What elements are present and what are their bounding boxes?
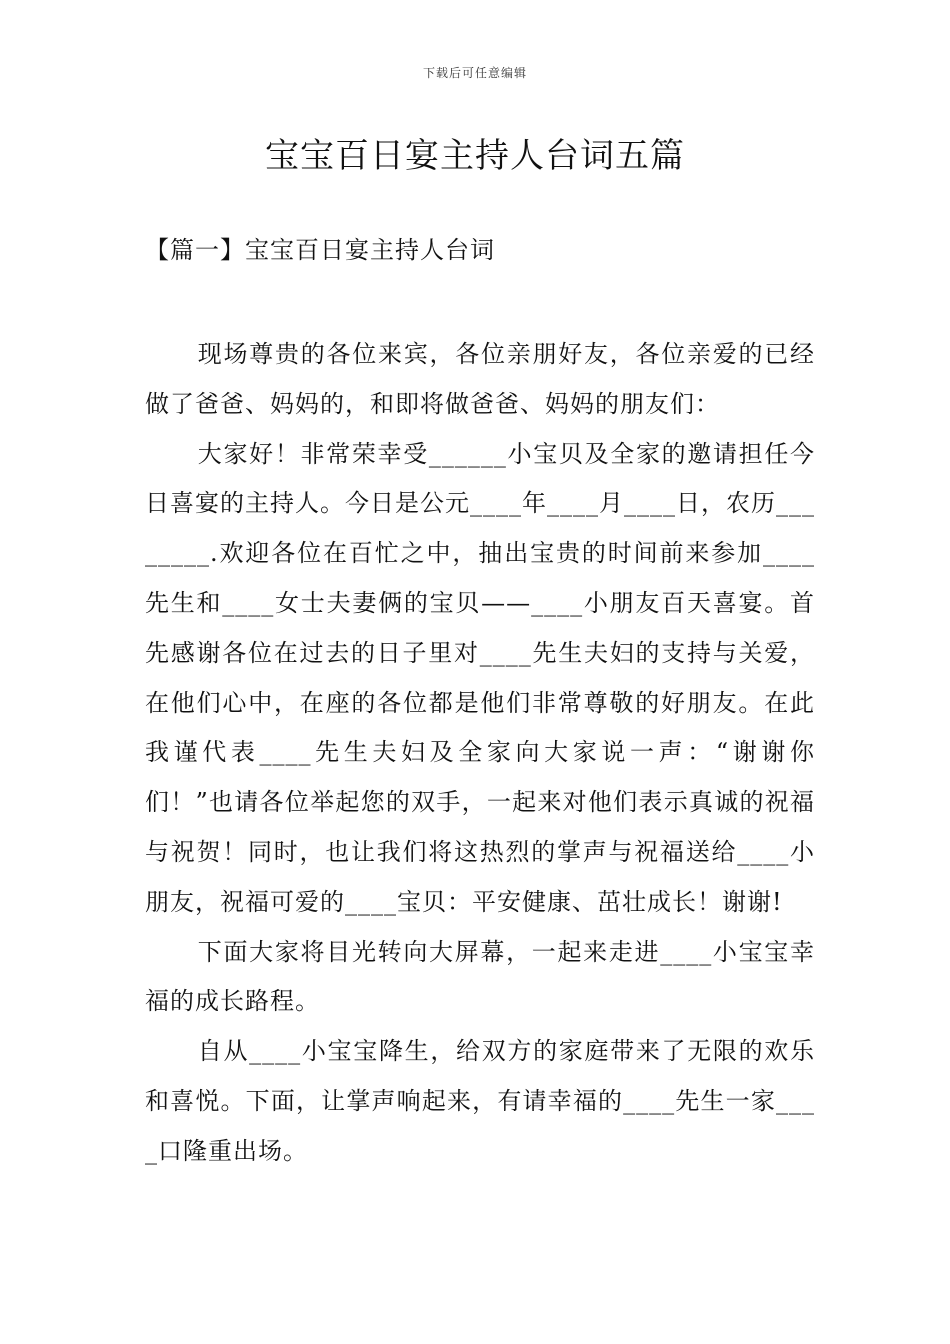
paragraph-big-screen: 下面大家将目光转向大屏幕，一起来走进____小宝宝幸福的成长路程。 (145, 937, 815, 1016)
document-title: 宝宝百日宴主持人台词五篇 (265, 136, 685, 176)
header-note: 下载后可任意编辑 (422, 66, 527, 80)
paragraph-family-entrance: 自从____小宝宝降生，给双方的家庭带来了无限的欢乐和喜悦。下面，让掌声响起来，有请幸福的____先生一家____口隆重出场。 (145, 1037, 815, 1165)
paragraph-greeting: 现场尊贵的各位来宾，各位亲朋好友，各位亲爱的已经做了爸爸、妈妈的，和即将做爸爸、妈妈的朋友们： (145, 340, 815, 418)
document-body (145, 330, 815, 1177)
section-heading: 【篇一】宝宝百日宴主持人台词 (145, 236, 495, 264)
paragraph-welcome: 大家好！非常荣幸受______小宝贝及全家的邀请担任今日喜宴的主持人。今日是公元____年____月____日，农历________.欢迎各位在百忙之中，抽出宝贵的时间前来参加____先生和____女士夫妻俩的宝贝——____小朋友百天喜宴。首先感谢各位在过去的日子里对____先生夫妇的支持与关爱，在他们心中，在座的各位都是他们非常尊敬的好朋友。在此我谨代表____先生夫妇及全家向大家说一声：“谢谢你们！”也请各位举起您的双手，一起来对他们表示真诚的祝福与祝贺！同时，也让我们将这热烈的掌声与祝福送给____小朋友，祝福可爱的____宝贝：平安健康、茁壮成长！谢谢! (145, 439, 815, 916)
